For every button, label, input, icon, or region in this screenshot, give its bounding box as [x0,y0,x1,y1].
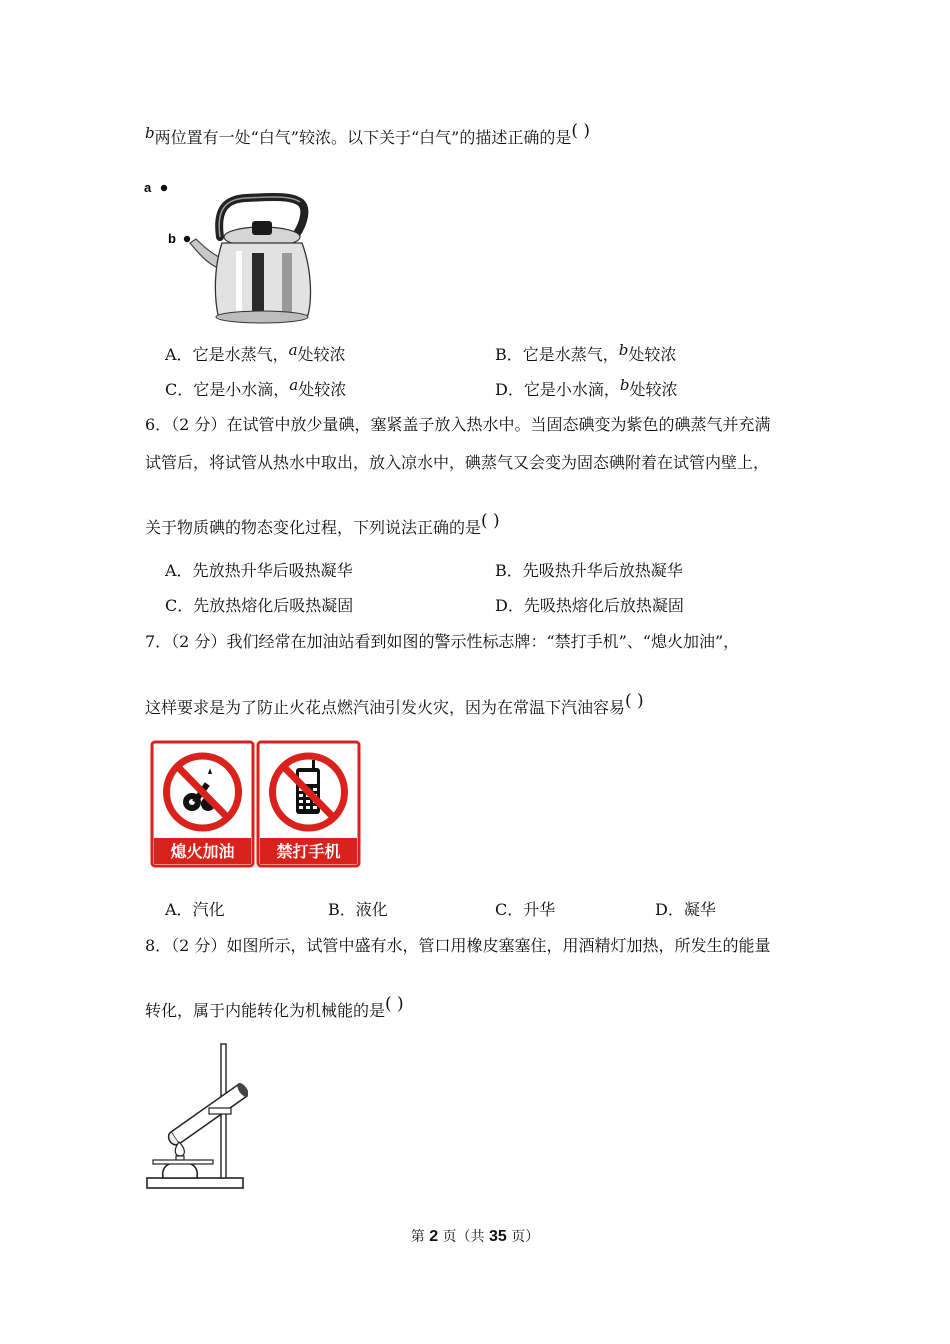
clamp [209,1108,231,1114]
page-footer [0,1226,950,1246]
q7-line-2 [145,691,644,719]
point-a-dot [161,185,167,191]
kettle-base [216,311,308,323]
kettle-knob [252,221,272,235]
q5-answer-paren: ( ) [571,121,591,141]
q6-option-d[interactable] [495,595,684,617]
q6-line-1: 6．（2 分）在试管中放少量碘，塞紧盖子放入热水中。当固态碘变为紫色的碘蒸气并充满 [145,415,771,434]
option-text: 它是水蒸气， [192,345,289,364]
option-text: 先吸热升华后放热凝华 [522,561,683,580]
q8-line-1: 8．（2 分）如图所示，试管中盛有水，管口用橡皮塞塞住，用酒精灯加热，所发生的能量 [145,936,771,955]
q6-line-3 [145,511,500,539]
kettle-label-a: a [144,180,152,195]
option-letter: A． [165,345,193,364]
q5-stem-var: b [145,124,155,142]
q5-option-d[interactable] [495,376,678,401]
option-text: 先吸热熔化后放热凝固 [523,596,684,615]
option-letter: B． [495,561,523,580]
option-letter: D． [495,596,524,615]
q8-line-2-text: 转化，属于内能转化为机械能的是 [145,1001,386,1020]
q7-line-1: 7．（2 分）我们经常在加油站看到如图的警示性标志牌：“禁打手机”、“熄火加油”， [145,632,740,651]
option-tail: 处较浓 [628,345,677,364]
point-b-dot [184,236,190,242]
option-text: 汽化 [192,900,225,919]
option-letter: D． [655,900,684,919]
warning-signs-figure [150,740,362,868]
stand-base [147,1178,243,1188]
q8-line-2 [145,994,404,1022]
option-text: 凝华 [683,900,716,919]
option-letter: B． [328,900,356,919]
option-tail: 处较浓 [298,380,347,399]
q5-stem-text: 两位置有一处“白气”较浓。以下关于“白气”的描述正确的是 [154,128,572,147]
q7-option-a[interactable] [165,899,225,921]
footer-pre: 第 [410,1229,430,1245]
q6-answer-paren: ( ) [481,511,500,531]
option-letter: C． [495,900,524,919]
option-letter: A． [165,561,193,580]
sign-turn-off-engine [152,742,253,866]
q7-line-2-text: 这样要求是为了防止火花点燃汽油引发火灾，因为在常温下汽油容易 [145,698,626,717]
footer-post: 页） [506,1229,540,1245]
option-text: 升华 [523,900,556,919]
footer-total-pages: 35 [489,1228,507,1245]
kettle-reflection-light [236,251,242,313]
q5-stem [145,121,591,149]
q7-option-b[interactable] [328,899,388,921]
option-letter: C． [165,596,194,615]
q7-option-c[interactable] [495,899,555,921]
option-text: 先放热熔化后吸热凝固 [193,596,354,615]
q6-line-2: 试管后，将试管从热水中取出，放入凉水中，碘蒸气又会变为固态碘附着在试管内壁上， [145,453,770,472]
kettle-label-b: b [168,231,176,246]
sign-1-text: 熄火加油 [170,844,235,861]
test-tube [169,1081,248,1145]
q5-option-a[interactable] [165,341,346,366]
option-text: 它是小水滴， [193,380,290,399]
q6-line-3-text: 关于物质碘的物态变化过程，下列说法正确的是 [145,518,482,537]
q7-option-d[interactable] [655,899,716,921]
q5-option-b[interactable] [495,341,677,366]
option-var: b [618,341,629,359]
q5-option-c[interactable] [165,376,347,401]
kettle-reflection-mid [282,253,292,313]
q8-answer-paren: ( ) [385,994,404,1014]
kettle-figure [140,175,325,330]
sign-2-text: 禁打手机 [276,844,341,861]
option-text: 先放热升华后吸热凝华 [192,561,353,580]
option-var: b [619,376,630,394]
option-var: a [289,376,299,394]
option-var: a [288,341,298,359]
kettle-reflection-dark [252,253,264,317]
option-tail: 处较浓 [297,345,346,364]
footer-page-number: 2 [429,1228,439,1245]
q6-option-c[interactable] [165,595,353,617]
option-letter: B． [495,345,523,364]
option-letter: D． [495,380,524,399]
q6-option-b[interactable] [495,560,683,582]
option-text: 液化 [355,900,388,919]
option-letter: A． [165,900,193,919]
sign-no-phone [258,742,359,866]
q6-option-a[interactable] [165,560,353,582]
footer-mid: 页（共 [438,1229,489,1245]
option-text: 它是水蒸气， [522,345,619,364]
option-letter: C． [165,380,194,399]
tripod-ring [153,1160,213,1164]
heating-apparatus-figure [143,1040,248,1192]
q7-answer-paren: ( ) [625,691,644,711]
option-text: 它是小水滴， [523,380,620,399]
option-tail: 处较浓 [629,380,678,399]
